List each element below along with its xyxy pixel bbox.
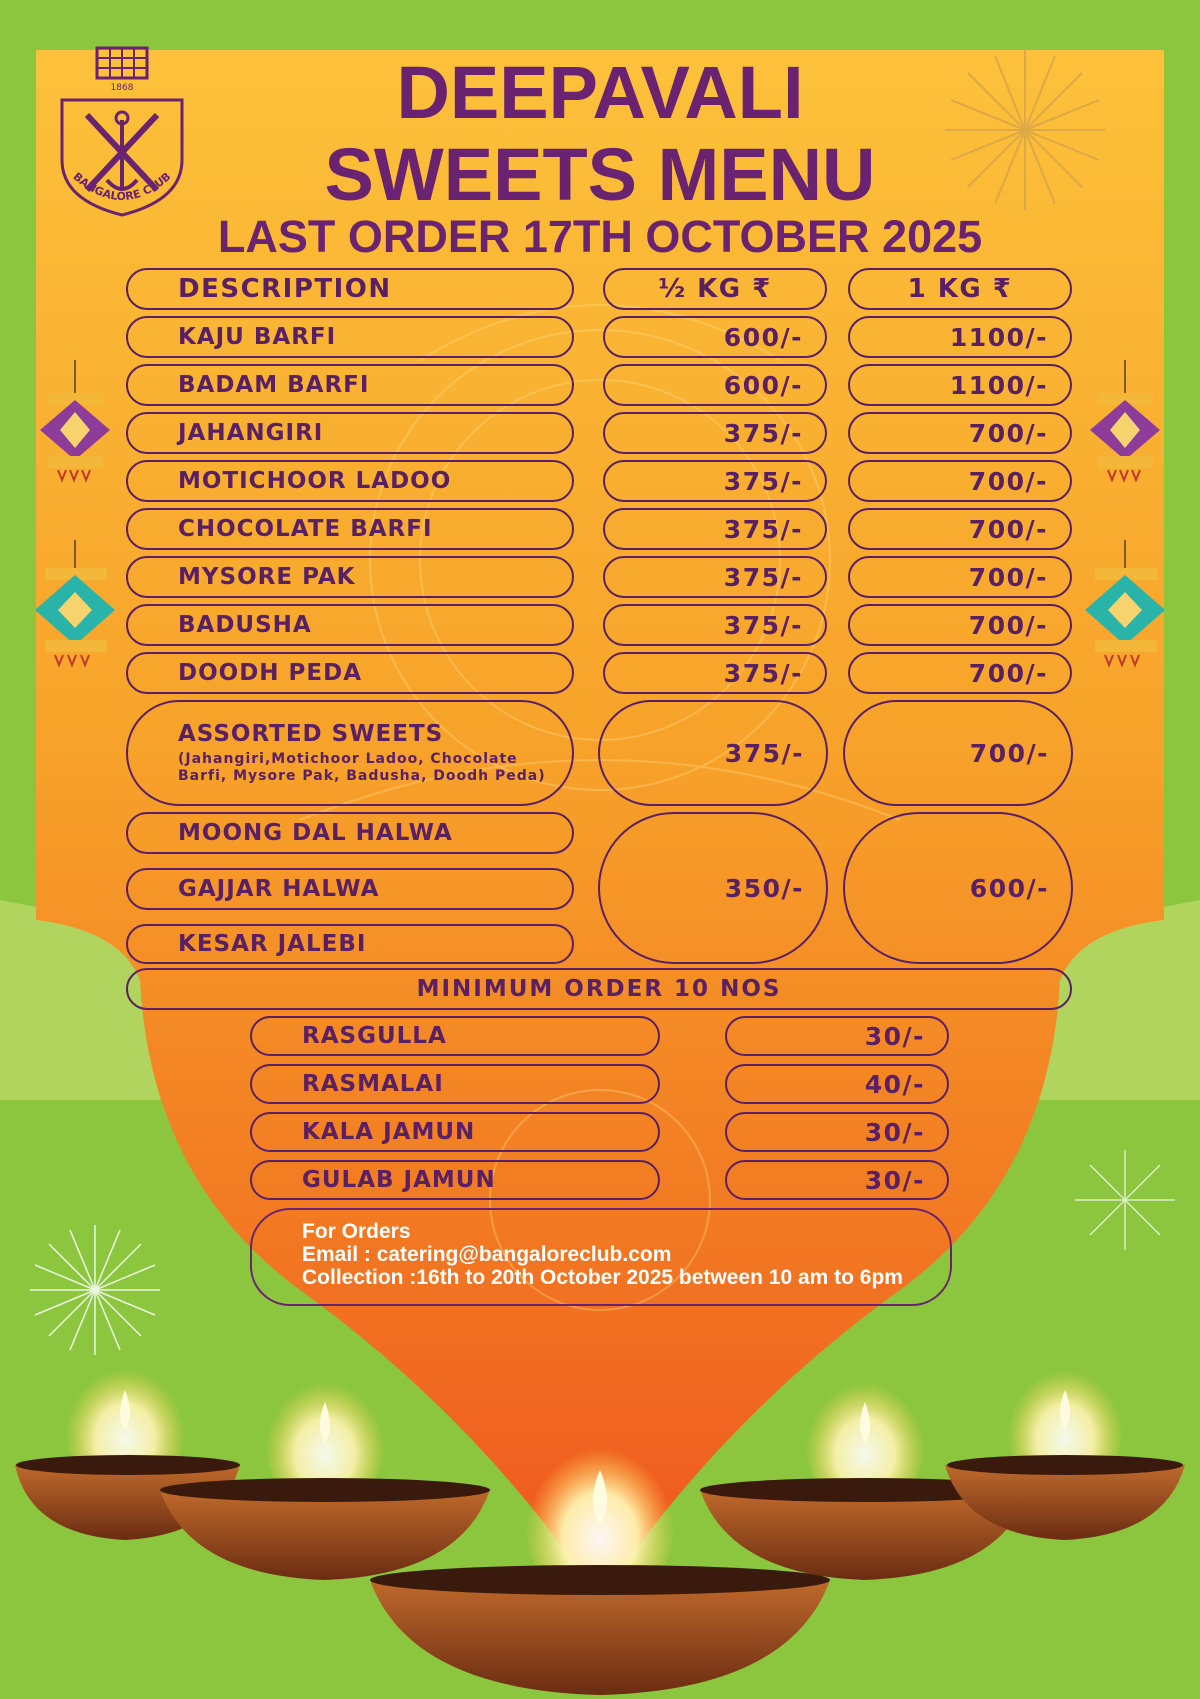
contact-collection: Collection :16th to 20th October 2025 between 10 am to 6pm bbox=[302, 1266, 903, 1289]
contact-email: Email : catering@bangaloreclub.com bbox=[302, 1243, 672, 1266]
item-name-badusha: BADUSHA bbox=[126, 604, 574, 646]
item-name-motichoor-ladoo: MOTICHOOR LADOO bbox=[126, 460, 574, 502]
piece-price-gulab-jamun: 30/- bbox=[725, 1160, 949, 1200]
item-name-chocolate-barfi: CHOCOLATE BARFI bbox=[126, 508, 574, 550]
item-name-kesar-jalebi: KESAR JALEBI bbox=[126, 924, 574, 964]
piece-price-rasgulla: 30/- bbox=[725, 1016, 949, 1056]
minimum-order-note: MINIMUM ORDER 10 NOS bbox=[126, 968, 1072, 1010]
contact-box bbox=[250, 1208, 952, 1306]
item-half-badam-barfi: 600/- bbox=[603, 364, 827, 406]
piece-name-rasmalai: RASMALAI bbox=[250, 1064, 660, 1104]
item-full-jahangiri: 700/- bbox=[848, 412, 1072, 454]
piece-price-kala-jamun: 30/- bbox=[725, 1112, 949, 1152]
assorted-detail: (Jahangiri,Motichoor Ladoo, Chocolate Barfi, Mysore Pak, Badusha, Doodh Peda) bbox=[178, 751, 546, 784]
item-full-badusha: 700/- bbox=[848, 604, 1072, 646]
item-half-motichoor-ladoo: 375/- bbox=[603, 460, 827, 502]
assorted-name: ASSORTED SWEETS bbox=[178, 721, 444, 747]
item-half-doodh-peda: 375/- bbox=[603, 652, 827, 694]
item-half-badusha: 375/- bbox=[603, 604, 827, 646]
item-half-mysore-pak: 375/- bbox=[603, 556, 827, 598]
item-name-jahangiri: JAHANGIRI bbox=[126, 412, 574, 454]
item-full-badam-barfi: 1100/- bbox=[848, 364, 1072, 406]
header-description: DESCRIPTION bbox=[126, 268, 574, 310]
piece-name-rasgulla: RASGULLA bbox=[250, 1016, 660, 1056]
item-half-jahangiri: 375/- bbox=[603, 412, 827, 454]
piece-name-gulab-jamun: GULAB JAMUN bbox=[250, 1160, 660, 1200]
item-name-mysore-pak: MYSORE PAK bbox=[126, 556, 574, 598]
item-name-moong-dal-halwa: MOONG DAL HALWA bbox=[126, 812, 574, 854]
subtitle: LAST ORDER 17TH OCTOBER 2025 bbox=[217, 211, 983, 262]
item-name-kaju-barfi: KAJU BARFI bbox=[126, 316, 574, 358]
piece-price-rasmalai: 40/- bbox=[725, 1064, 949, 1104]
logo-year: 1868 bbox=[110, 83, 134, 93]
item-name-gajjar-halwa: GAJJAR HALWA bbox=[126, 868, 574, 910]
header-one-kg: 1 KG ₹ bbox=[848, 268, 1072, 310]
title-line2: SWEETS MENU bbox=[324, 133, 876, 216]
logo-text: BANGALORE CLUB bbox=[70, 169, 174, 204]
contact-heading: For Orders bbox=[302, 1220, 411, 1243]
item-name-doodh-peda: DOODH PEDA bbox=[126, 652, 574, 694]
item-full-doodh-peda: 700/- bbox=[848, 652, 1072, 694]
item-full-halwa-group: 600/- bbox=[843, 812, 1073, 964]
item-half-kaju-barfi: 600/- bbox=[603, 316, 827, 358]
item-full-mysore-pak: 700/- bbox=[848, 556, 1072, 598]
title-line1: DEEPAVALI bbox=[396, 51, 804, 134]
item-full-chocolate-barfi: 700/- bbox=[848, 508, 1072, 550]
piece-name-kala-jamun: KALA JAMUN bbox=[250, 1112, 660, 1152]
item-full-motichoor-ladoo: 700/- bbox=[848, 460, 1072, 502]
item-full-assorted: 700/- bbox=[843, 700, 1073, 806]
item-half-chocolate-barfi: 375/- bbox=[603, 508, 827, 550]
header-half-kg: ½ KG ₹ bbox=[603, 268, 827, 310]
item-half-halwa-group: 350/- bbox=[598, 812, 828, 964]
item-name-badam-barfi: BADAM BARFI bbox=[126, 364, 574, 406]
item-full-kaju-barfi: 1100/- bbox=[848, 316, 1072, 358]
item-half-assorted: 375/- bbox=[598, 700, 828, 806]
